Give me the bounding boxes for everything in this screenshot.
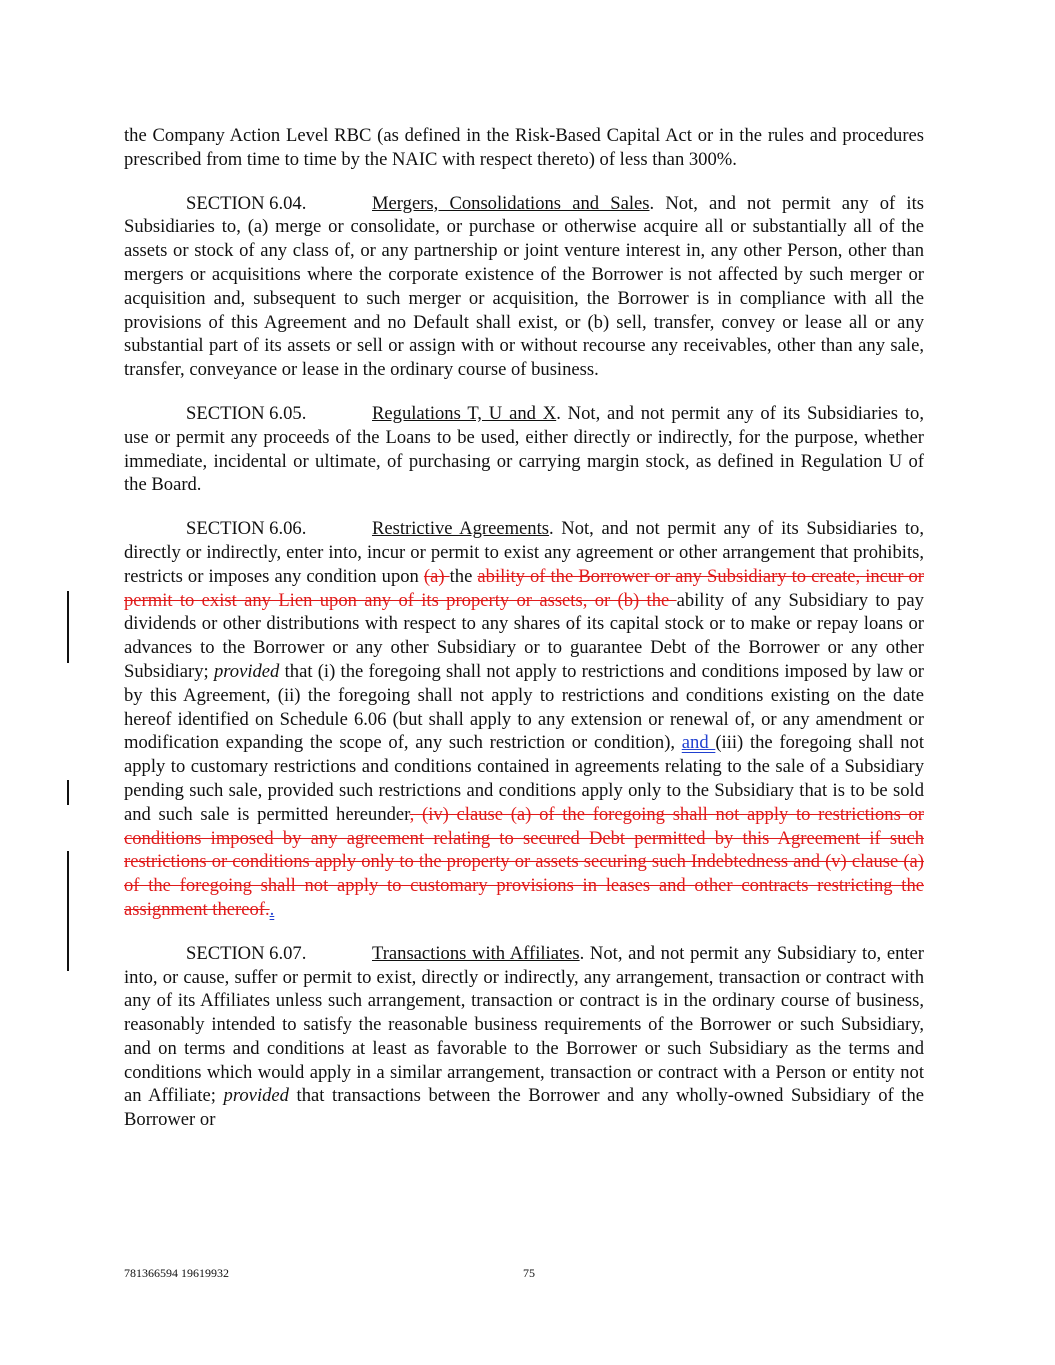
deleted-text: (a) [423,565,450,587]
section-number: SECTION 6.04. [186,192,307,214]
footer-page-number: 75 [523,1266,535,1280]
section-text: ability of any Subsidiary to pay dividends or other distributions with respect to any shares of its capital stock or to make or repay loans or advances to the Borrower or any other Subsidiary or to guarantee Debt of the Borrower or any other Subsidiary; [124,589,924,682]
footer-doc-id: 781366594 19619932 [124,1266,229,1280]
document-body [124,124,924,1152]
intro-paragraph [124,124,924,172]
section-heading: Mergers, Consolidations and Sales [372,192,650,214]
section-6-06 [124,517,924,922]
section-body: . Not, and not permit any of its Subsidiaries to, (a) merge or consolidate, or purchase or otherwise acquire all or substantially all of the assets or stock of any class of, or any partnership or joint venture interest in, any other Person, other than mergers or acquisitions where the corporate existence of the Borrower is not affected by such merger or acquisition and, subsequent to such merger or acquisition, the Borrower is in compliance with all the provisions of this Agreement and no Default shall exist, or (b) sell, transfer, convey or lease all or any substantial part of its assets or sell or assign with or without recourse any receivables, other than any sale, transfer, conveyance or lease in the ordinary course of business. [124,192,924,381]
section-number: SECTION 6.07. [186,942,307,964]
section-heading: Regulations T, U and X [372,402,557,424]
section-number: SECTION 6.06. [186,518,307,540]
section-6-07 [124,942,924,1132]
section-6-04 [124,192,924,382]
section-body: . Not, and not permit any of its Subsidiaries to, use or permit any proceeds of the Loans to be used, either directly or indirectly, for the purpose, whether immediate, incidental or ultimate, of purchasing or carrying margin stock, as defined in Regulation U of the Board. [124,402,924,496]
intro-text: the Company Action Level RBC (as defined in the Risk-Based Capital Act or in the rules and procedures prescribed from time to time by the NAIC with respect thereto) of less than 300%. [124,125,924,170]
inserted-text: and [681,732,716,754]
deleted-text: , (iv) clause (a) of the foregoing shall not apply to restrictions or conditions imposed by any agreement relating to secured Debt permitted by this Agreement if such restrictions or conditions apply only to the property or assets securing such Indebtedness and (v) clause (a) of the foregoing shall not apply to customary provisions in leases and other contracts restricting the assignment thereof. [124,803,924,920]
section-heading: Restrictive Agreements [372,518,549,540]
section-text: (iii) the foregoing shall not apply to customary restrictions and conditions contained in agreements relating to the sale of a Subsidiary pending such sale, provided such restrictions and conditions apply only to the Subsidiary that is to be sold and such sale is permitted hereunder [124,732,924,825]
section-number: SECTION 6.05. [186,402,307,424]
section-text: . Not, and not permit any of its Subsidiaries to, directly or indirectly, enter into, incur or permit to exist any agreement or other arrangement that prohibits, restricts or imposes any condition upon [124,518,924,587]
inserted-text: . [269,898,275,920]
italic-term: provided [223,1085,289,1107]
italic-term: provided [213,660,280,682]
section-heading: Transactions with Affiliates [372,942,580,964]
section-text: . Not, and not permit any Subsidiary to, enter into, or cause, suffer or permit to exist, directly or indirectly, any arrangement, transaction or contract with any of its Affiliates unless such arrangement, transaction or contract is in the ordinary course of business, reasonably intended to satisfy the reasonable business requirements of the Borrower or such Subsidiary, and on terms and conditions at least as favorable to the Borrower or such Subsidiary as the terms and conditions which would apply in a similar arrangement, transaction or contract with a Person or entity not an Affiliate; [124,942,924,1107]
change-bar [67,780,69,805]
section-6-05 [124,402,924,497]
section-text: the [449,565,478,587]
section-text: that transactions between the Borrower and any wholly-owned Subsidiary of the Borrower or [124,1085,925,1131]
deleted-text: ability of the Borrower or any Subsidiary to create, incur or permit to exist any Lien upon any of its property or assets, or (b) the [124,565,924,611]
change-bar [67,591,69,663]
section-text: that (i) the foregoing shall not apply to restrictions and conditions imposed by law or by this Agreement, (ii) the foregoing shall not apply to restrictions and conditions existing on the date hereof identified on Schedule 6.06 (but shall apply to any extension or renewal of, or any amendment or modification expanding the scope of, any such restriction or condition), [124,660,924,754]
change-bar [67,851,69,971]
